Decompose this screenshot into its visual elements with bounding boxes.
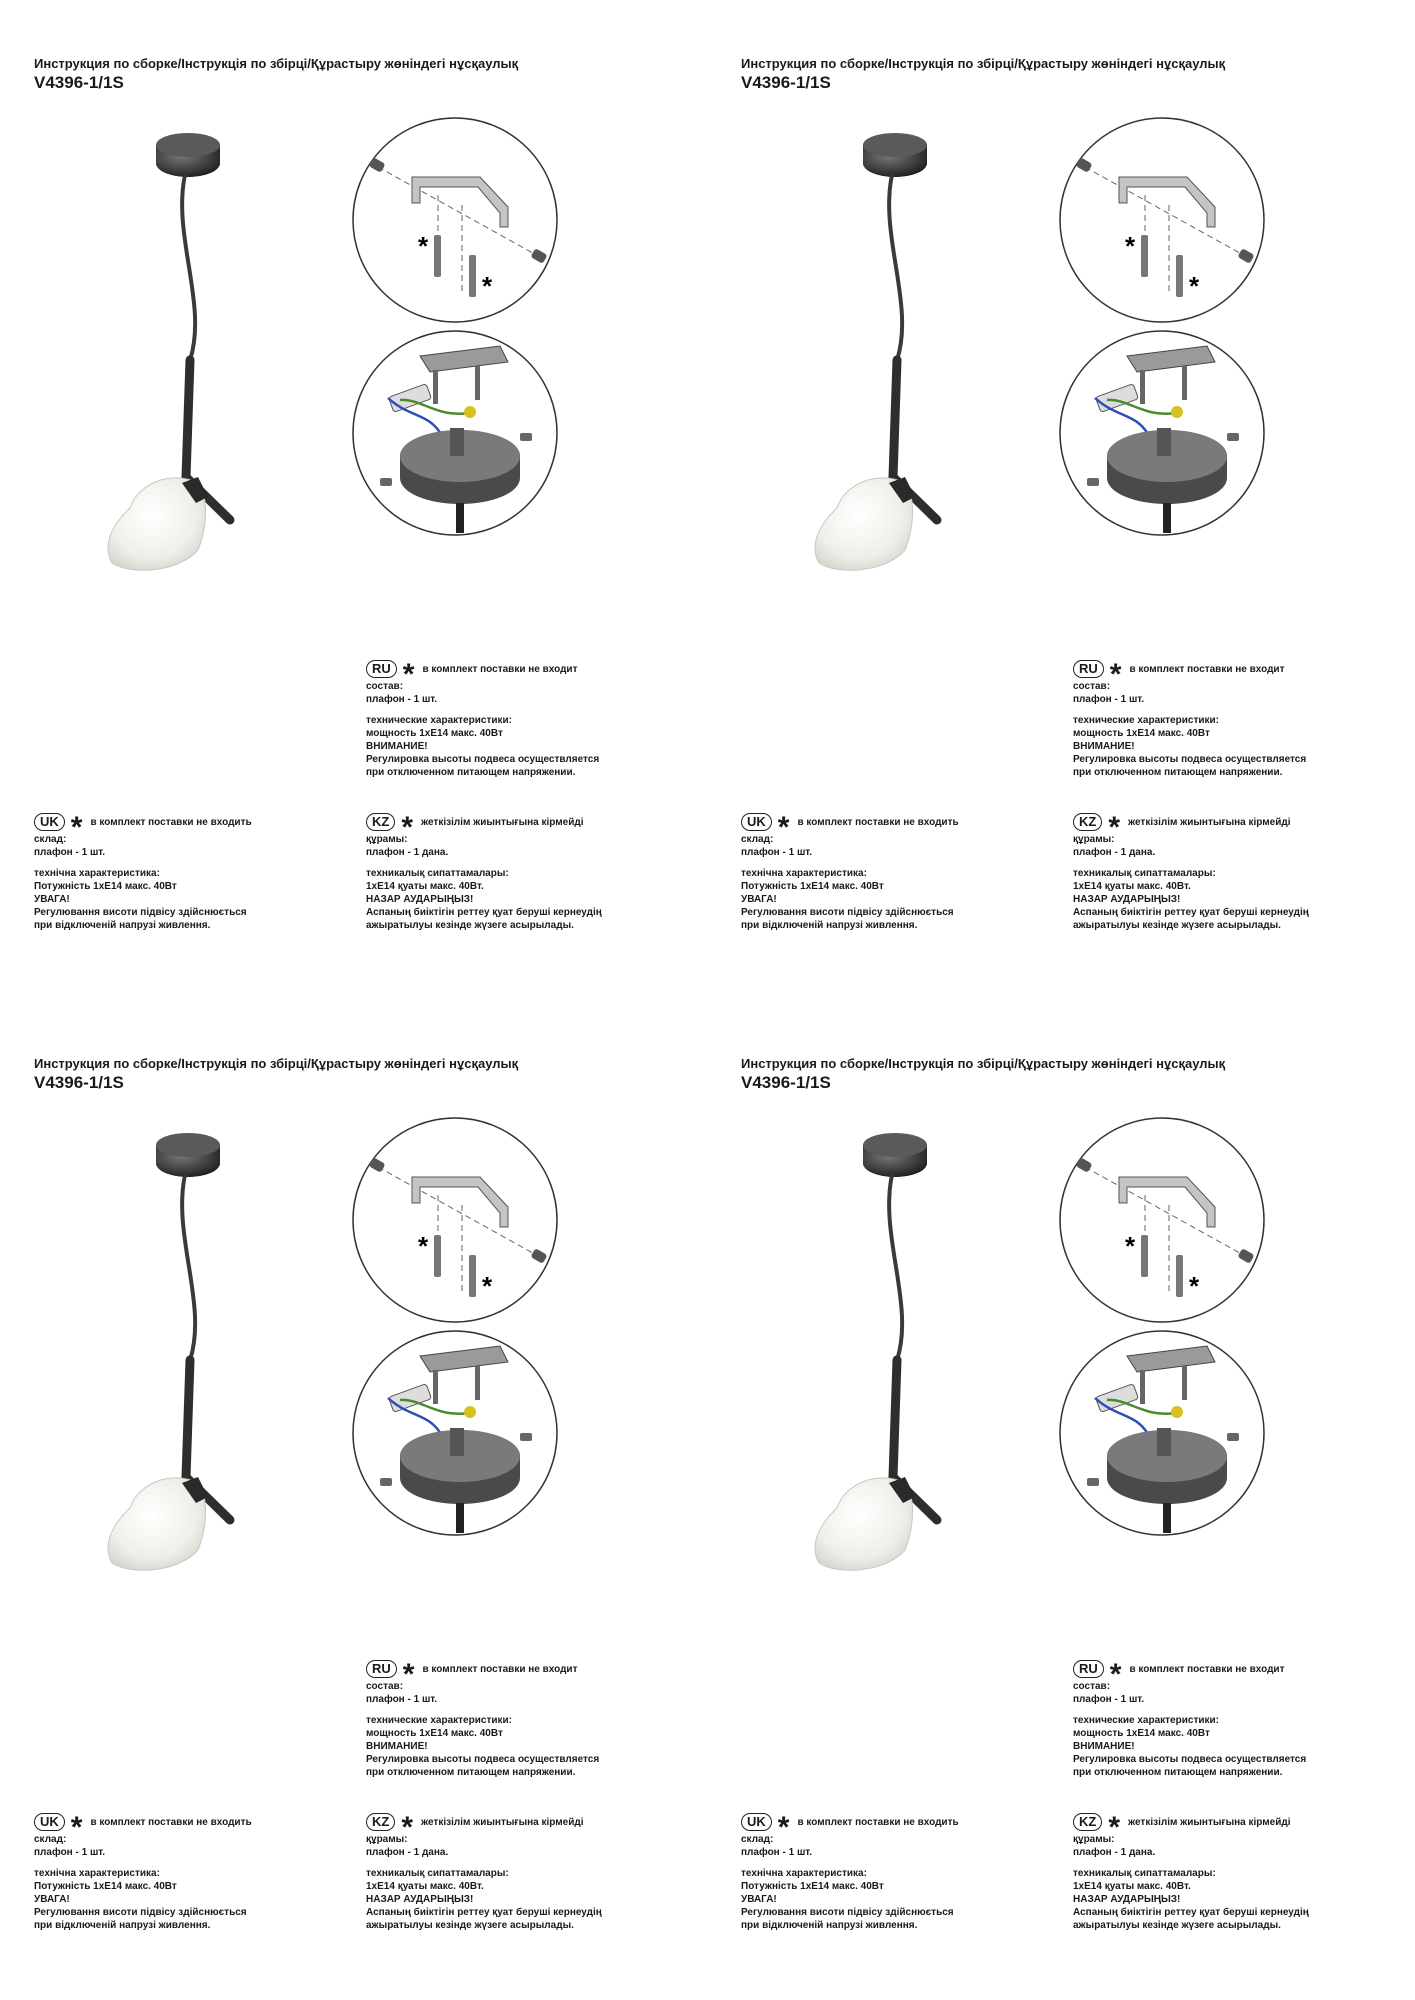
not-included-star: * [418, 231, 429, 261]
specs-label: техникалық сипаттамалары: [1073, 1868, 1216, 1879]
language-badge: RU [366, 660, 397, 678]
warning-text: Регулювання висоти підвісу здійснюється [741, 907, 954, 918]
content-label: состав: [366, 1681, 404, 1692]
content-label: құрамы: [1073, 834, 1115, 845]
language-badge: RU [1073, 660, 1104, 678]
specs-label: технічна характеристика: [741, 868, 867, 879]
not-included-note: в комплект поставки не входить [90, 816, 252, 828]
not-included-star: * [1125, 231, 1136, 261]
warning-label: НАЗАР АУДАРЫҢЫЗ! [366, 894, 474, 905]
content-item: плафон - 1 шт. [741, 1847, 813, 1858]
not-included-star: * [70, 1811, 83, 1844]
warning-text: Аспаның биіктігін реттеу қуат беруші кернеудің [1073, 907, 1309, 918]
not-included-star: * [418, 1231, 429, 1261]
not-included-star: * [482, 1271, 493, 1301]
pendant-lamp-illustration [807, 1125, 997, 1595]
ru-info-block [1073, 1660, 1306, 1779]
kz-info-block [366, 813, 602, 932]
warning-label: ВНИМАНИЕ! [1073, 741, 1135, 752]
warning-text: при відключеній напрузі живлення. [741, 1920, 918, 1931]
warning-label: УВАГА! [741, 894, 777, 905]
not-included-note: жеткізілім жиынтығына кірмейді [1128, 1816, 1291, 1828]
content-label: склад: [741, 834, 774, 845]
specs-label: технічна характеристика: [34, 1868, 160, 1879]
page-title: Инструкция по сборке/Інструкція по збірці/Құрастыру жөніндегі нұсқаулық [741, 1056, 1226, 1071]
language-badge: KZ [366, 813, 395, 831]
warning-text: при отключенном питающем напряжении. [366, 1767, 576, 1778]
specs-value: 1хЕ14 қуаты макс. 40Вт. [1073, 1881, 1191, 1892]
specs-value: 1хЕ14 қуаты макс. 40Вт. [366, 1881, 484, 1892]
language-badge: KZ [1073, 1813, 1102, 1831]
not-included-star: * [482, 271, 493, 301]
page-title: Инструкция по сборке/Інструкція по збірці/Құрастыру жөніндегі нұсқаулық [34, 1056, 519, 1071]
content-label: құрамы: [1073, 1834, 1115, 1845]
not-included-star: * [1189, 1271, 1200, 1301]
specs-value: мощность 1хЕ14 макс. 40Вт [366, 1728, 503, 1739]
warning-label: НАЗАР АУДАРЫҢЫЗ! [366, 1894, 474, 1905]
specs-value: Потужність 1хЕ14 макс. 40Вт [741, 881, 884, 892]
warning-text: Регулировка высоты подвеса осуществляется [1073, 1754, 1307, 1765]
content-label: құрамы: [366, 834, 408, 845]
ru-info-block [366, 1660, 599, 1779]
model-number: V4396-1/1S [34, 1073, 124, 1092]
wiring-detail-diagram [350, 328, 560, 538]
content-item: плафон - 1 шт. [366, 1694, 438, 1705]
wiring-detail-diagram [350, 1328, 560, 1538]
warning-label: НАЗАР АУДАРЫҢЫЗ! [1073, 1894, 1181, 1905]
content-item: плафон - 1 шт. [34, 1847, 106, 1858]
specs-label: техникалық сипаттамалары: [366, 868, 509, 879]
content-label: состав: [1073, 1681, 1111, 1692]
warning-text: при отключенном питающем напряжении. [1073, 767, 1283, 778]
warning-text: при відключеній напрузі живлення. [34, 920, 211, 931]
specs-label: технічна характеристика: [34, 868, 160, 879]
warning-label: УВАГА! [741, 1894, 777, 1905]
content-item: плафон - 1 дана. [366, 847, 449, 858]
language-badge: UK [741, 813, 772, 831]
content-label: склад: [741, 1834, 774, 1845]
language-badge: UK [741, 1813, 772, 1831]
specs-label: технічна характеристика: [741, 1868, 867, 1879]
specs-label: технические характеристики: [1073, 715, 1219, 726]
not-included-note: жеткізілім жиынтығына кірмейді [421, 1816, 584, 1828]
warning-text: Аспаның биіктігін реттеу қуат беруші кернеудің [366, 907, 602, 918]
content-item: плафон - 1 шт. [366, 694, 438, 705]
instruction-sheet [707, 0, 1414, 1000]
warning-text: Регулювання висоти підвісу здійснюється [741, 1907, 954, 1918]
warning-label: ВНИМАНИЕ! [366, 741, 428, 752]
language-badge: RU [1073, 1660, 1104, 1678]
not-included-note: в комплект поставки не входит [1129, 663, 1285, 675]
kz-info-block [366, 1813, 602, 1932]
not-included-star: * [1189, 271, 1200, 301]
model-number: V4396-1/1S [34, 73, 124, 92]
specs-value: Потужність 1хЕ14 макс. 40Вт [34, 881, 177, 892]
specs-value: мощность 1хЕ14 макс. 40Вт [1073, 728, 1210, 739]
specs-value: 1хЕ14 қуаты макс. 40Вт. [366, 881, 484, 892]
instruction-sheet [707, 1000, 1414, 2000]
model-number: V4396-1/1S [741, 73, 831, 92]
instruction-sheet [0, 1000, 707, 2000]
not-included-star: * [1109, 1658, 1122, 1691]
not-included-note: в комплект поставки не входит [1129, 1663, 1285, 1675]
model-number: V4396-1/1S [741, 1073, 831, 1092]
bracket-detail-diagram [350, 115, 560, 325]
specs-value: Потужність 1хЕ14 макс. 40Вт [34, 1881, 177, 1892]
not-included-note: в комплект поставки не входит [422, 1663, 578, 1675]
warning-text: Регулировка высоты подвеса осуществляется [1073, 754, 1307, 765]
ru-info-block [1073, 660, 1306, 779]
not-included-star: * [402, 658, 415, 691]
content-label: склад: [34, 1834, 67, 1845]
pendant-lamp-illustration [100, 1125, 290, 1595]
wiring-detail-diagram [1057, 328, 1267, 538]
not-included-star: * [1108, 811, 1121, 844]
content-item: плафон - 1 шт. [1073, 1694, 1145, 1705]
warning-text: ажыратылуы кезінде жүзеге асырылады. [1073, 920, 1281, 931]
content-label: склад: [34, 834, 67, 845]
content-label: состав: [366, 681, 404, 692]
uk-info-block [34, 813, 252, 932]
page-title: Инструкция по сборке/Інструкція по збірці/Құрастыру жөніндегі нұсқаулық [741, 56, 1226, 71]
warning-label: УВАГА! [34, 1894, 70, 1905]
uk-info-block [741, 813, 959, 932]
uk-info-block [34, 1813, 252, 1932]
warning-text: Регулювання висоти підвісу здійснюється [34, 907, 247, 918]
not-included-note: жеткізілім жиынтығына кірмейді [1128, 816, 1291, 828]
not-included-star: * [1109, 658, 1122, 691]
specs-label: технические характеристики: [366, 715, 512, 726]
content-item: плафон - 1 шт. [741, 847, 813, 858]
warning-label: УВАГА! [34, 894, 70, 905]
pendant-lamp-illustration [100, 125, 290, 595]
warning-text: при відключеній напрузі живлення. [741, 920, 918, 931]
warning-text: Регулювання висоти підвісу здійснюється [34, 1907, 247, 1918]
content-item: плафон - 1 дана. [1073, 847, 1156, 858]
not-included-star: * [70, 811, 83, 844]
instruction-sheet [0, 0, 707, 1000]
not-included-star: * [401, 1811, 414, 1844]
uk-info-block [741, 1813, 959, 1932]
kz-info-block [1073, 1813, 1309, 1932]
kz-info-block [1073, 813, 1309, 932]
not-included-note: жеткізілім жиынтығына кірмейді [421, 816, 584, 828]
content-label: состав: [1073, 681, 1111, 692]
warning-text: ажыратылуы кезінде жүзеге асырылады. [366, 920, 574, 931]
specs-label: техникалық сипаттамалары: [1073, 868, 1216, 879]
bracket-detail-diagram [1057, 1115, 1267, 1325]
ru-info-block [366, 660, 599, 779]
warning-text: при отключенном питающем напряжении. [1073, 1767, 1283, 1778]
warning-text: Регулировка высоты подвеса осуществляется [366, 754, 600, 765]
warning-text: ажыратылуы кезінде жүзеге асырылады. [366, 1920, 574, 1931]
warning-label: НАЗАР АУДАРЫҢЫЗ! [1073, 894, 1181, 905]
warning-label: ВНИМАНИЕ! [1073, 1741, 1135, 1752]
wiring-detail-diagram [1057, 1328, 1267, 1538]
content-item: плафон - 1 дана. [1073, 1847, 1156, 1858]
specs-label: технические характеристики: [1073, 1715, 1219, 1726]
pendant-lamp-illustration [807, 125, 997, 595]
language-badge: KZ [366, 1813, 395, 1831]
not-included-note: в комплект поставки не входит [422, 663, 578, 675]
warning-text: Аспаның биіктігін реттеу қуат беруші кернеудің [366, 1907, 602, 1918]
warning-text: Аспаның биіктігін реттеу қуат беруші кернеудің [1073, 1907, 1309, 1918]
language-badge: RU [366, 1660, 397, 1678]
warning-text: ажыратылуы кезінде жүзеге асырылады. [1073, 1920, 1281, 1931]
not-included-star: * [777, 1811, 790, 1844]
not-included-star: * [1108, 1811, 1121, 1844]
not-included-star: * [401, 811, 414, 844]
specs-value: мощность 1хЕ14 макс. 40Вт [366, 728, 503, 739]
bracket-detail-diagram [1057, 115, 1267, 325]
not-included-star: * [1125, 1231, 1136, 1261]
specs-value: Потужність 1хЕ14 макс. 40Вт [741, 1881, 884, 1892]
content-item: плафон - 1 шт. [1073, 694, 1145, 705]
not-included-note: в комплект поставки не входить [797, 816, 959, 828]
specs-label: технические характеристики: [366, 1715, 512, 1726]
content-item: плафон - 1 шт. [34, 847, 106, 858]
warning-text: при відключеній напрузі живлення. [34, 1920, 211, 1931]
not-included-star: * [777, 811, 790, 844]
content-label: құрамы: [366, 1834, 408, 1845]
specs-value: 1хЕ14 қуаты макс. 40Вт. [1073, 881, 1191, 892]
page-title: Инструкция по сборке/Інструкція по збірці/Құрастыру жөніндегі нұсқаулық [34, 56, 519, 71]
content-item: плафон - 1 дана. [366, 1847, 449, 1858]
language-badge: UK [34, 1813, 65, 1831]
warning-text: при отключенном питающем напряжении. [366, 767, 576, 778]
language-badge: KZ [1073, 813, 1102, 831]
bracket-detail-diagram [350, 1115, 560, 1325]
language-badge: UK [34, 813, 65, 831]
warning-label: ВНИМАНИЕ! [366, 1741, 428, 1752]
not-included-star: * [402, 1658, 415, 1691]
not-included-note: в комплект поставки не входить [90, 1816, 252, 1828]
specs-value: мощность 1хЕ14 макс. 40Вт [1073, 1728, 1210, 1739]
not-included-note: в комплект поставки не входить [797, 1816, 959, 1828]
warning-text: Регулировка высоты подвеса осуществляется [366, 1754, 600, 1765]
specs-label: техникалық сипаттамалары: [366, 1868, 509, 1879]
